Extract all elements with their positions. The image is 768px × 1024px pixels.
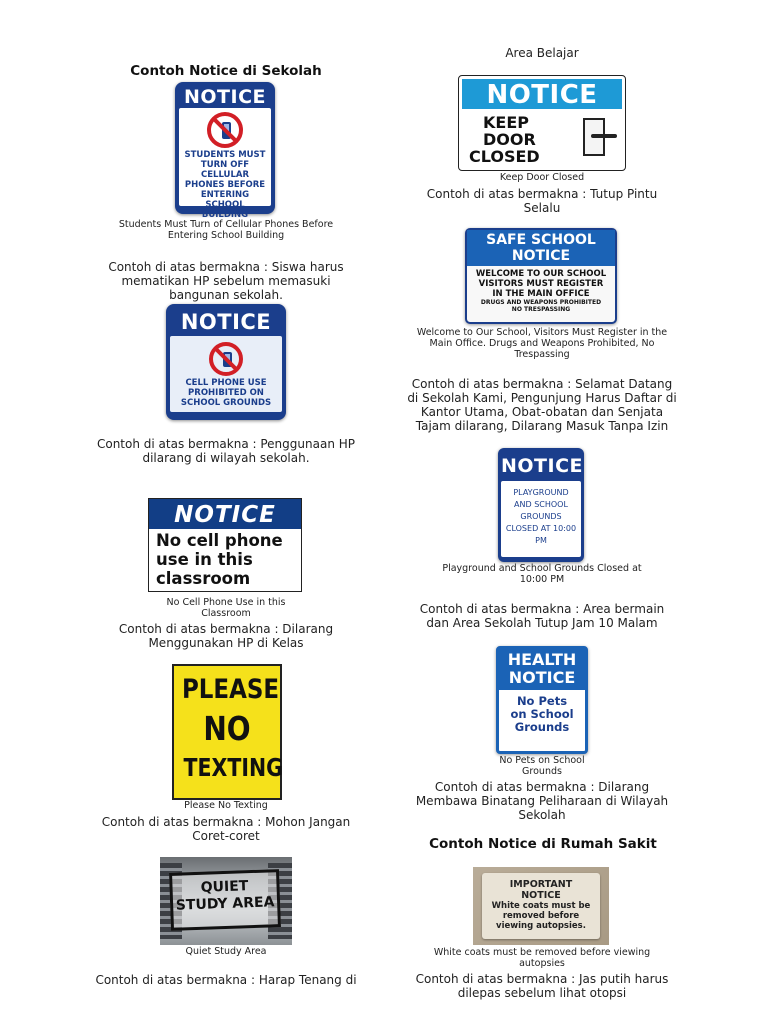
description-quiet-study-area: Contoh di atas bermakna : Harap Tenang di: [95, 973, 357, 987]
sign-header: NOTICE: [501, 455, 584, 477]
continued-text-area-belajar: Area Belajar: [505, 46, 579, 60]
caption-playground-closed: Playground and School Grounds Closed at 10:00 PM: [442, 563, 642, 585]
caption-white-coats: White coats must be removed before viewing autopsies: [433, 947, 651, 969]
sign-line-closed: CLOSED: [469, 147, 540, 166]
sign-line-door: DOOR: [483, 130, 536, 149]
photo-important-notice: [473, 867, 609, 945]
sign-header: NOTICE: [180, 310, 272, 334]
sign-header-line2: NOTICE: [508, 668, 576, 687]
caption-please-no-texting: Please No Texting: [184, 800, 268, 811]
sign-line-white-coats: White coats must be removed before viewing autopsies.: [491, 901, 591, 931]
description-please-no-texting: Contoh di atas bermakna : Mohon Jangan Coret-coret: [101, 815, 351, 843]
sign-text: [467, 266, 615, 313]
sign-line-keep: KEEP: [483, 113, 529, 132]
quiet-sign-panel: [169, 869, 281, 931]
description-no-phone-classroom: Contoh di atas bermakna : Dilarang Menggunakan HP di Kelas: [118, 622, 334, 650]
description-keep-door-closed: Contoh di atas bermakna : Tutup Pintu Selalu: [426, 187, 658, 215]
notice-sign-no-phone-classroom: [148, 498, 302, 592]
caption-quiet-study-area: Quiet Study Area: [185, 946, 267, 957]
caption-turn-off-phones: Students Must Turn of Cellular Phones Before Entering School Building: [118, 219, 334, 241]
sign-please-no-texting: [172, 664, 282, 800]
sign-line-notice: NOTICE: [521, 890, 561, 901]
photo-quiet-study-area: [160, 857, 292, 945]
sign-line-drugs: DRUGS AND WEAPONS PROHIBITED: [480, 299, 602, 306]
description-health-notice: Contoh di atas bermakna : Dilarang Membawa Binatang Peliharaan di Wilayah Sekolah: [415, 780, 669, 822]
no-cell-phone-icon: [207, 112, 243, 148]
sign-text: No Pets on School Grounds: [510, 694, 574, 734]
sign-header-line2: NOTICE: [511, 248, 571, 264]
sign-header: NOTICE: [183, 86, 266, 108]
description-turn-off-phones: Contoh di atas bermakna : Siswa harus mematikan HP sebelum memasuki bangunan sekolah.: [108, 260, 344, 302]
sign-panel: [179, 108, 271, 220]
sign-text: No cell phone use in this classroom: [156, 531, 283, 588]
sign-text: CELL PHONE USE PROHIBITED ON SCHOOL GROUNDS: [180, 378, 272, 408]
caption-keep-door-closed: Keep Door Closed: [499, 172, 585, 183]
sign-line-main-office: IN THE MAIN OFFICE: [492, 289, 590, 299]
sign-line-welcome: WELCOME TO OUR SCHOOL: [475, 269, 607, 279]
important-notice-card: [482, 873, 600, 939]
sign-text: STUDENTS MUST TURN OFF CELLULAR PHONES BEFORE ENTERING SCHOOL BUILDING: [184, 150, 266, 220]
section-heading-school: Contoh Notice di Sekolah: [130, 63, 322, 79]
sign-text: PLAYGROUND AND SCHOOL GROUNDS CLOSED AT 10:00 PM: [505, 488, 577, 545]
sign-panel: [170, 336, 282, 412]
sign-line-important: IMPORTANT: [509, 879, 573, 890]
description-playground-closed: Contoh di atas bermakna : Area bermain dan Area Sekolah Tutup Jam 10 Malam: [419, 602, 665, 630]
sign-header: [467, 230, 615, 266]
caption-no-phone-classroom: No Cell Phone Use in this Classroom: [166, 597, 286, 619]
notice-sign-keep-door-closed: [458, 75, 626, 171]
sign-line-please: PLEASE: [181, 674, 280, 705]
sign-line-visitors: VISITORS MUST REGISTER: [478, 279, 604, 289]
notice-sign-turn-off-phones: [175, 82, 275, 220]
no-cell-phone-icon: [209, 342, 243, 376]
sign-header-line1: SAFE SCHOOL: [486, 232, 596, 248]
caption-safe-school: Welcome to Our School, Visitors Must Register in the Main Office. Drugs and Weapons Prohibited, No Trespassing: [416, 327, 668, 360]
sign-text: [469, 114, 540, 165]
description-safe-school: Contoh di atas bermakna : Selamat Datang di Sekolah Kami, Pengunjung Harus Daftar di Kantor Utama, Obat-obatan dan Senjata Tajam dilarang, Dilarang Masuk Tanpa Izin: [407, 377, 677, 433]
notice-sign-health: [496, 646, 588, 754]
notice-sign-phone-prohibited: [166, 304, 286, 420]
sign-panel: [501, 481, 581, 557]
sign-header-line1: HEALTH: [507, 650, 577, 669]
description-phone-prohibited: Contoh di atas bermakna : Penggunaan HP dilarang di wilayah sekolah.: [96, 437, 355, 465]
sign-header: [499, 649, 585, 690]
description-white-coats: Contoh di atas bermakna : Jas putih harus dilepas sebelum lihat otopsi: [415, 972, 669, 1000]
section-heading-hospital: Contoh Notice di Rumah Sakit: [429, 836, 657, 852]
sign-header: NOTICE: [462, 79, 622, 109]
notice-sign-safe-school: [465, 228, 617, 324]
sign-line-no-trespassing: NO TRESPASSING: [511, 306, 571, 313]
door-icon: [583, 118, 605, 156]
sign-line-quiet: QUIET: [200, 878, 249, 896]
sign-header: NOTICE: [149, 499, 301, 529]
sign-line-texting: TEXTING: [183, 753, 283, 782]
notice-sign-playground-closed: [498, 448, 584, 562]
sign-line-study-area: STUDY AREA: [175, 894, 275, 914]
sign-line-no: NO: [203, 709, 251, 748]
caption-health-notice: No Pets on School Grounds: [499, 755, 585, 777]
